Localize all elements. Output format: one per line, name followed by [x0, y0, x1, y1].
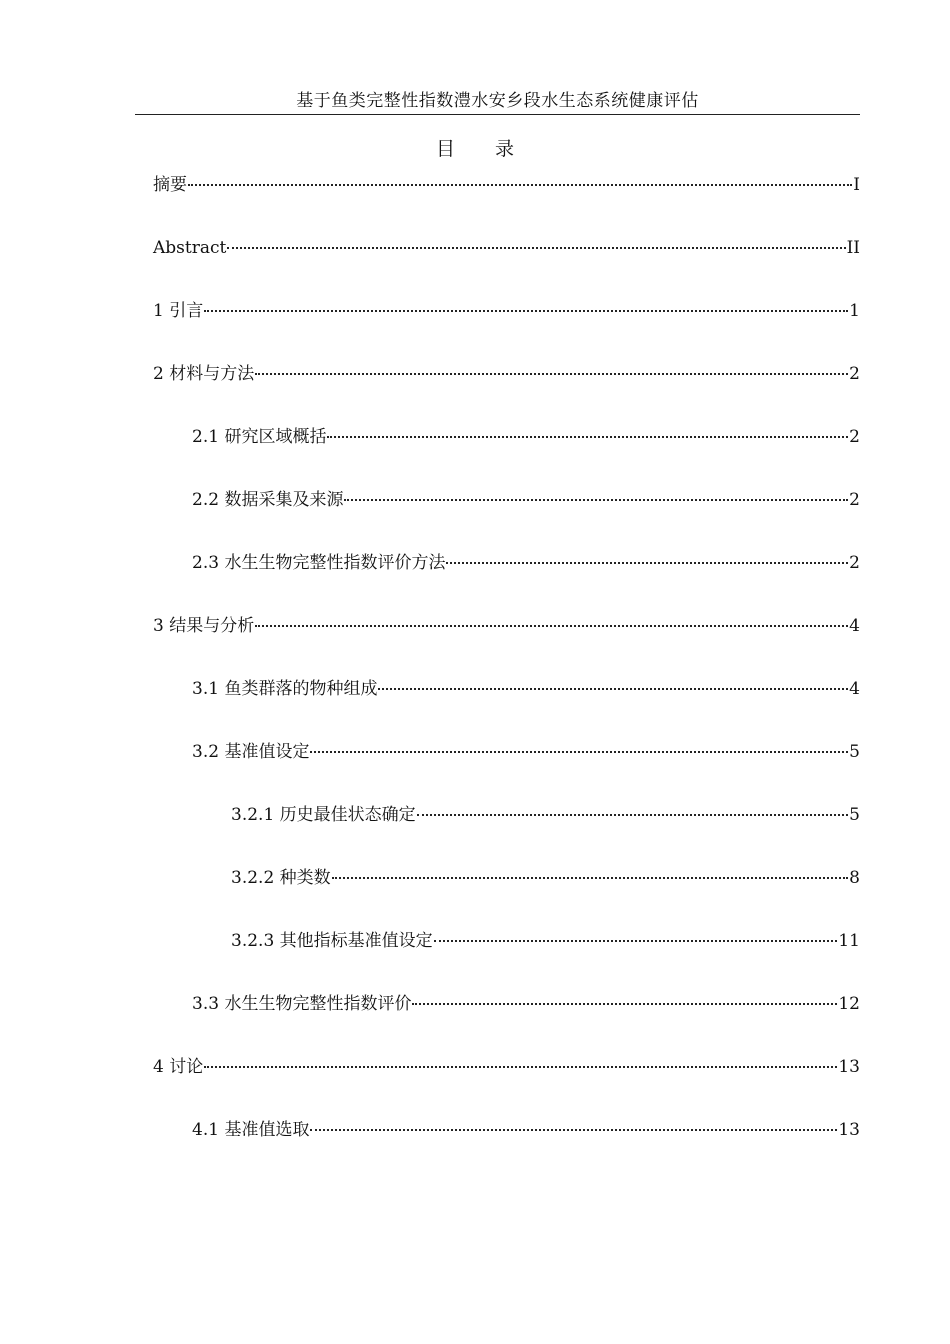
- toc-entry-page: 2: [849, 427, 860, 447]
- toc-entry-page: 11: [838, 931, 860, 951]
- toc-entry-label: 3.2 基准值设定: [192, 742, 310, 762]
- toc-entry-page: 13: [838, 1120, 860, 1140]
- dot-leader: [446, 562, 848, 564]
- toc-entry-introduction[interactable]: [153, 297, 860, 360]
- toc-entry-label: 1 引言: [153, 301, 204, 321]
- toc-title-right: 录: [495, 138, 515, 160]
- toc-entry-baseline-selection[interactable]: [153, 1116, 860, 1179]
- dot-leader: [204, 1066, 837, 1068]
- dot-leader: [255, 373, 848, 375]
- toc-entry-label: 2.2 数据采集及来源: [192, 490, 344, 510]
- toc-entry-label: 3.3 水生生物完整性指数评价: [192, 994, 412, 1014]
- toc-entry-label: 3.1 鱼类群落的物种组成: [192, 679, 378, 699]
- toc-entry-label: 3.2.3 其他指标基准值设定: [231, 931, 433, 951]
- toc-entry-study-area[interactable]: [153, 423, 860, 486]
- toc-entry-label: Abstract: [153, 238, 227, 258]
- toc-entry-page: 2: [849, 553, 860, 573]
- toc-entry-label: 2.1 研究区域概括: [192, 427, 327, 447]
- toc-title: [0, 136, 950, 162]
- dot-leader: [188, 184, 852, 186]
- toc-entry-page: 1: [849, 301, 860, 321]
- toc-entry-abstract-en[interactable]: [153, 234, 860, 297]
- toc-entry-page: 8: [849, 868, 860, 888]
- toc-entry-label: 2.3 水生生物完整性指数评价方法: [192, 553, 446, 573]
- toc-entry-species-count[interactable]: [153, 864, 860, 927]
- dot-leader: [255, 625, 848, 627]
- toc-entry-materials-methods[interactable]: [153, 360, 860, 423]
- toc-entry-page: 4: [849, 616, 860, 636]
- toc-entry-label: 3 结果与分析: [153, 616, 255, 636]
- dot-leader: [378, 688, 848, 690]
- toc-entry-page: 2: [849, 490, 860, 510]
- running-header: [135, 88, 860, 115]
- toc-entry-abstract-cn[interactable]: [153, 171, 860, 234]
- toc-entry-other-baselines[interactable]: [153, 927, 860, 990]
- toc-entry-label: 2 材料与方法: [153, 364, 255, 384]
- toc-entry-page: II: [846, 238, 860, 258]
- dot-leader: [204, 310, 848, 312]
- dot-leader: [310, 1129, 837, 1131]
- dot-leader: [344, 499, 848, 501]
- toc-entry-page: 5: [849, 742, 860, 762]
- dot-leader: [412, 1003, 837, 1005]
- toc-entry-page: I: [853, 175, 860, 195]
- toc-entry-ibi-evaluation[interactable]: [153, 990, 860, 1053]
- toc-entry-label: 4.1 基准值选取: [192, 1120, 310, 1140]
- toc-title-left: 目: [435, 138, 455, 160]
- toc-entry-data-collection[interactable]: [153, 486, 860, 549]
- table-of-contents: [153, 171, 860, 1179]
- toc-entry-label: 3.2.1 历史最佳状态确定: [231, 805, 416, 825]
- toc-entry-discussion[interactable]: [153, 1053, 860, 1116]
- dot-leader: [327, 436, 848, 438]
- toc-entry-page: 2: [849, 364, 860, 384]
- toc-entry-page: 13: [838, 1057, 860, 1077]
- dot-leader: [417, 814, 849, 816]
- dot-leader: [227, 247, 845, 249]
- toc-entry-label: 4 讨论: [153, 1057, 204, 1077]
- toc-entry-historical-state[interactable]: [153, 801, 860, 864]
- toc-entry-baseline-setting[interactable]: [153, 738, 860, 801]
- toc-entry-label: 摘要: [153, 175, 187, 195]
- toc-entry-page: 4: [849, 679, 860, 699]
- toc-entry-species-composition[interactable]: [153, 675, 860, 738]
- toc-entry-ibi-method[interactable]: [153, 549, 860, 612]
- toc-entry-label: 3.2.2 种类数: [231, 868, 331, 888]
- toc-entry-results[interactable]: [153, 612, 860, 675]
- dot-leader: [310, 751, 848, 753]
- dot-leader: [332, 877, 849, 879]
- dot-leader: [434, 940, 838, 942]
- toc-entry-page: 5: [849, 805, 860, 825]
- toc-entry-page: 12: [838, 994, 860, 1014]
- running-header-title: 基于鱼类完整性指数澧水安乡段水生态系统健康评估: [296, 91, 699, 111]
